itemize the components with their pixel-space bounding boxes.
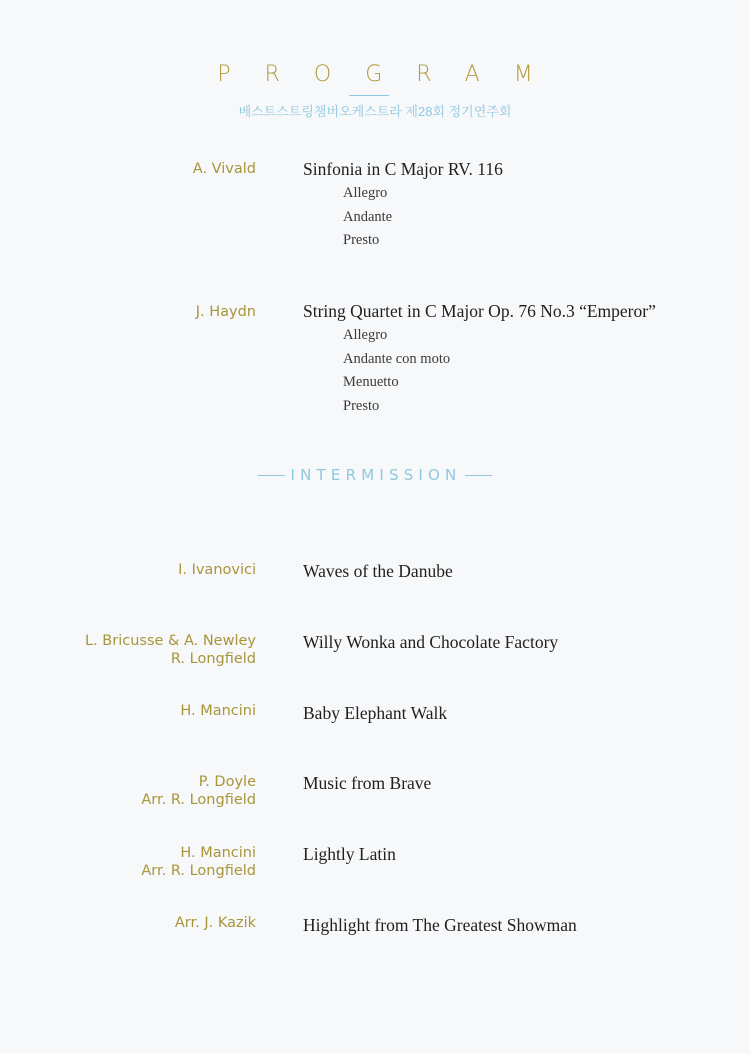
- work-baby-elephant-walk: Baby Elephant Walk: [303, 703, 448, 723]
- work-waves-of-the-danube: Waves of the Danube: [303, 561, 453, 581]
- work-lightly-latin: Lightly Latin: [303, 844, 396, 864]
- program-title: PROGRAM: [217, 62, 567, 87]
- composer-mancini-latin: [141, 845, 256, 880]
- composer-line: I. Ivanovici: [178, 562, 256, 578]
- work-emperor-quartet: String Quartet in C Major Op. 76 No.3 “Emperor”: [303, 301, 656, 321]
- title-underline: [349, 95, 389, 96]
- movements-sinfonia: [343, 182, 392, 253]
- composer-bricusse-newley: [85, 633, 256, 668]
- composer-doyle: [141, 774, 256, 809]
- movement-item: Andante: [343, 208, 393, 225]
- work-sinfonia: Sinfonia in C Major RV. 116: [303, 159, 503, 179]
- work-music-from-brave: Music from Brave: [303, 773, 432, 793]
- movement-item: Allegro: [343, 327, 388, 343]
- movement-item: Andante con moto: [343, 350, 451, 367]
- composer-line: Arr. R. Longfield: [141, 862, 256, 879]
- intermission-divider: [0, 466, 750, 484]
- composer-vivaldi: A. Vivald: [192, 161, 256, 177]
- composer-line: P. Doyle: [198, 774, 256, 790]
- movements-emperor-quartet: [343, 324, 450, 418]
- composer-line: H. Mancini: [180, 845, 256, 861]
- composer-line: Arr. J. Kazik: [174, 915, 256, 931]
- movement-item: Presto: [343, 397, 380, 414]
- movement-item: Menuetto: [343, 374, 399, 390]
- divider-line-right: [465, 475, 492, 476]
- composer-mancini: [180, 703, 256, 721]
- divider-line-left: [258, 475, 285, 476]
- composer-line: Arr. R. Longfield: [141, 791, 256, 808]
- composer-haydn: J. Haydn: [195, 304, 256, 320]
- composer-ivanovici: [178, 562, 256, 580]
- composer-line: R. Longfield: [170, 650, 256, 667]
- concert-subtitle: 베스트스트링챔버오케스트라 제28회 정기연주회: [238, 104, 512, 119]
- composer-line: L. Bricusse & A. Newley: [85, 633, 256, 649]
- work-willy-wonka: Willy Wonka and Chocolate Factory: [303, 632, 559, 652]
- composer-kazik: [175, 915, 256, 933]
- composer-line: H. Mancini: [180, 703, 256, 719]
- movement-item: Allegro: [343, 185, 388, 201]
- work-greatest-showman: Highlight from The Greatest Showman: [303, 915, 577, 935]
- movement-item: Presto: [343, 232, 380, 248]
- intermission-label: INTERMISSION: [290, 466, 462, 484]
